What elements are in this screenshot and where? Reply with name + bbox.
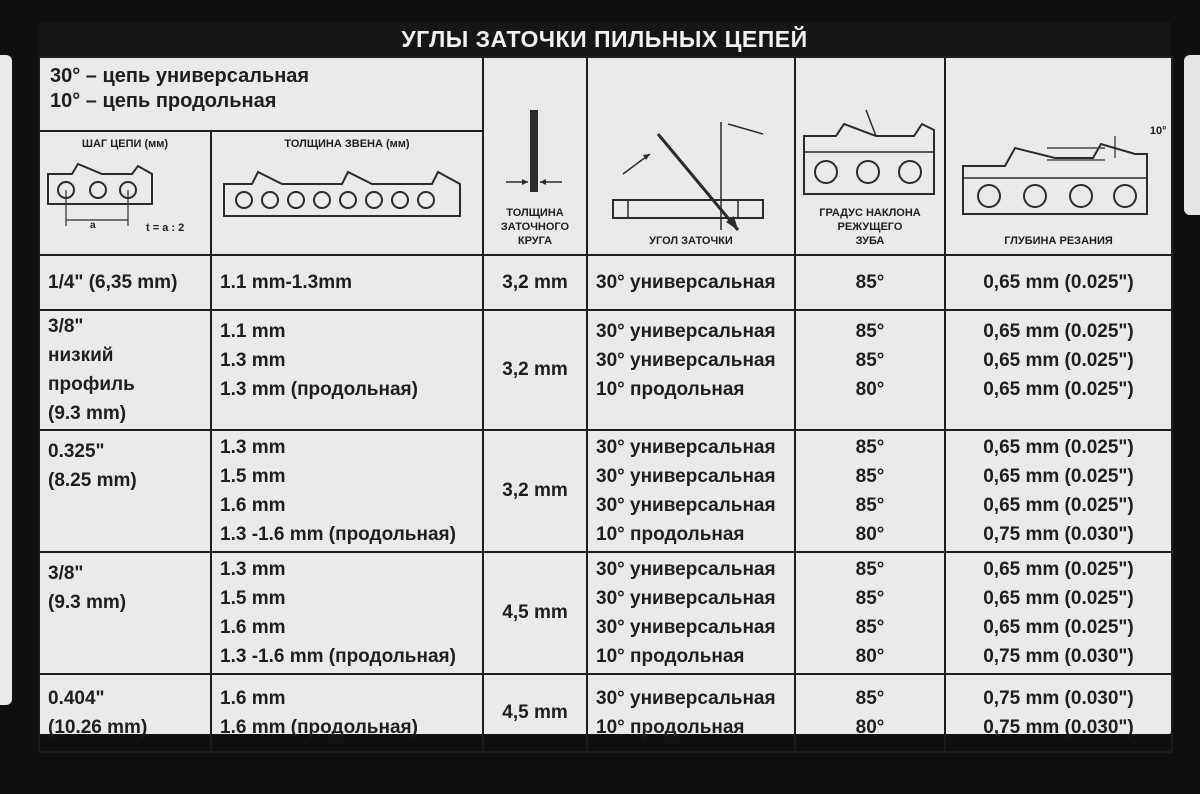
table-row [39, 255, 1172, 310]
link-cell [211, 552, 483, 674]
angle-line: 10° продольная [596, 379, 745, 400]
angle-cell [587, 552, 795, 674]
angle-line: 30° универсальная [596, 588, 776, 609]
pitch-line: 0.404" [48, 688, 105, 709]
tooth-angle-label-3: ЗУБА [855, 235, 885, 247]
sharpening-chart-card [38, 22, 1171, 738]
cut-depth-label: ГЛУБИНА РЕЗАНИЯ [1004, 235, 1113, 247]
link-line: 1.3 mm [220, 559, 286, 580]
depth-cell [945, 552, 1172, 674]
depth-cell [945, 674, 1172, 752]
wheel-thickness-label-1: ТОЛЩИНА [506, 207, 564, 219]
angle-line: 30° универсальная [596, 437, 776, 458]
pitch-line: (8.25 mm) [48, 470, 137, 491]
pitch-cell [39, 310, 211, 430]
pitch-line: (9.3 mm) [48, 403, 127, 424]
tooth-line: 85° [855, 559, 885, 580]
depth-line: 0,75 mm (0.030") [983, 717, 1134, 738]
link-line: 1.5 mm [220, 588, 286, 609]
table-row [39, 310, 1172, 430]
tooth-line: 85° [855, 272, 885, 293]
tooth-line: 85° [855, 588, 885, 609]
sharpening-table [38, 56, 1173, 753]
link-line: 1.3 -1.6 mm (продольная) [220, 646, 456, 667]
angle-line: 30° универсальная [596, 350, 776, 371]
wheel-cell: 3,2 mm [483, 430, 587, 552]
link-cell [211, 310, 483, 430]
wheel-cell: 4,5 mm [483, 552, 587, 674]
angle-cell [587, 255, 795, 310]
link-cell [211, 255, 483, 310]
table-row [39, 674, 1172, 752]
chain-pitch-icon [42, 154, 210, 234]
wheel-cell: 3,2 mm [483, 255, 587, 310]
tooth-cell [795, 310, 945, 430]
angle-cell [587, 430, 795, 552]
depth-gauge-icon [955, 118, 1155, 228]
tooth-angle-header [795, 57, 945, 255]
depth-line: 0,75 mm (0.030") [983, 646, 1134, 667]
angle-line: 30° универсальная [596, 559, 776, 580]
tooth-cell [795, 674, 945, 752]
pitch-line: профиль [48, 374, 135, 395]
wheel-cell: 4,5 mm [483, 674, 587, 752]
sharpening-angle-icon [588, 104, 788, 234]
link-line: 1.3 mm [220, 350, 286, 371]
tooth-cell [795, 430, 945, 552]
tooth-line: 80° [855, 646, 885, 667]
chain-pitch-label: ШАГ ЦЕПИ (мм) [81, 138, 169, 150]
wheel-thickness-header [483, 57, 587, 255]
depth-line: 0,65 mm (0.025") [983, 437, 1134, 458]
pitch-line: 1/4" (6,35 mm) [48, 272, 178, 293]
right-edge-strip [1184, 55, 1200, 215]
page-title: УГЛЫ ЗАТОЧКИ ПИЛЬНЫХ ЦЕПЕЙ [401, 25, 808, 52]
link-line: 1.3 mm (продольная) [220, 379, 418, 400]
link-line: 1.5 mm [220, 466, 286, 487]
table-row [39, 552, 1172, 674]
angle-line: 10° продольная [596, 717, 745, 738]
pitch-line: (9.3 mm) [48, 592, 127, 613]
wheel-thickness-label-2: ЗАТОЧНОГО [500, 221, 570, 233]
tooth-angle-label-2: РЕЖУЩЕГО [837, 221, 903, 233]
pitch-formula: t = a : 2 [146, 222, 185, 234]
tooth-cell [795, 255, 945, 310]
depth-angle-mark: 10° [1149, 125, 1167, 137]
depth-line: 0,75 mm (0.030") [983, 524, 1134, 545]
depth-line: 0,65 mm (0.025") [983, 617, 1134, 638]
link-thickness-header [211, 131, 483, 255]
pitch-mark: a [90, 220, 96, 231]
angle-line: 30° универсальная [596, 617, 776, 638]
depth-line: 0,65 mm (0.025") [983, 495, 1134, 516]
chain-pitch-header [39, 131, 211, 255]
link-cell [211, 430, 483, 552]
link-line: 1.6 mm [220, 688, 286, 709]
link-thickness-label: ТОЛЩИНА ЗВЕНА (мм) [284, 138, 410, 150]
tooth-angle-label-1: ГРАДУС НАКЛОНА [819, 207, 921, 219]
link-line: 1.6 mm [220, 617, 286, 638]
angle-cell [587, 674, 795, 752]
pitch-line: 0.325" [48, 441, 105, 462]
depth-cell [945, 430, 1172, 552]
tooth-line: 85° [855, 437, 885, 458]
chain-links-icon [212, 160, 472, 230]
link-cell [211, 674, 483, 752]
angle-line: 10° продольная [596, 646, 745, 667]
pitch-line: 3/8" [48, 316, 84, 337]
tooth-line: 85° [855, 321, 885, 342]
link-line: 1.1 mm-1.3mm [220, 272, 353, 293]
tooth-line: 80° [855, 379, 885, 400]
link-line: 1.6 mm (продольная) [220, 717, 418, 738]
cutting-tooth-icon [796, 106, 942, 206]
legend [39, 57, 483, 131]
left-edge-strip [0, 55, 12, 705]
depth-line: 0,65 mm (0.025") [983, 350, 1134, 371]
tooth-line: 85° [855, 688, 885, 709]
link-line: 1.1 mm [220, 321, 286, 342]
tooth-line: 85° [855, 617, 885, 638]
depth-cell [945, 310, 1172, 430]
tooth-line: 80° [855, 717, 885, 738]
table-row [39, 430, 1172, 552]
pitch-cell [39, 552, 211, 674]
angle-line: 30° универсальная [596, 688, 776, 709]
depth-cell [945, 255, 1172, 310]
wheel-thickness-label-3: КРУГА [517, 235, 553, 247]
pitch-line: 3/8" [48, 563, 84, 584]
depth-line: 0,65 mm (0.025") [983, 559, 1134, 580]
grinding-wheel-icon [484, 96, 584, 206]
depth-line: 0,65 mm (0.025") [983, 466, 1134, 487]
legend-universal: 30° – цепь универсальная [50, 65, 310, 87]
angle-cell [587, 310, 795, 430]
link-line: 1.3 mm [220, 437, 286, 458]
pitch-line: низкий [48, 345, 114, 366]
depth-line: 0,75 mm (0.030") [983, 688, 1134, 709]
depth-line: 0,65 mm (0.025") [983, 321, 1134, 342]
tooth-line: 80° [855, 524, 885, 545]
tooth-line: 85° [855, 350, 885, 371]
link-line: 1.3 -1.6 mm (продольная) [220, 524, 456, 545]
angle-line: 30° универсальная [596, 272, 776, 293]
pitch-line: (10.26 mm) [48, 717, 148, 738]
sharpening-angle-header [587, 57, 795, 255]
pitch-cell [39, 430, 211, 552]
angle-line: 30° универсальная [596, 466, 776, 487]
angle-line: 10° продольная [596, 524, 745, 545]
link-line: 1.6 mm [220, 495, 286, 516]
tooth-line: 85° [855, 495, 885, 516]
pitch-cell [39, 674, 211, 752]
legend-longitudinal: 10° – цепь продольная [50, 90, 277, 112]
angle-line: 30° универсальная [596, 321, 776, 342]
tooth-line: 85° [855, 466, 885, 487]
title-bar [38, 22, 1171, 56]
tooth-cell [795, 552, 945, 674]
depth-line: 0,65 mm (0.025") [983, 379, 1134, 400]
angle-line: 30° универсальная [596, 495, 776, 516]
depth-line: 0,65 mm (0.025") [983, 588, 1134, 609]
pitch-cell [39, 255, 211, 310]
cut-depth-header [945, 57, 1172, 255]
sharpening-angle-label: УГОЛ ЗАТОЧКИ [649, 235, 733, 247]
wheel-cell: 3,2 mm [483, 310, 587, 430]
depth-line: 0,65 mm (0.025") [983, 272, 1134, 293]
